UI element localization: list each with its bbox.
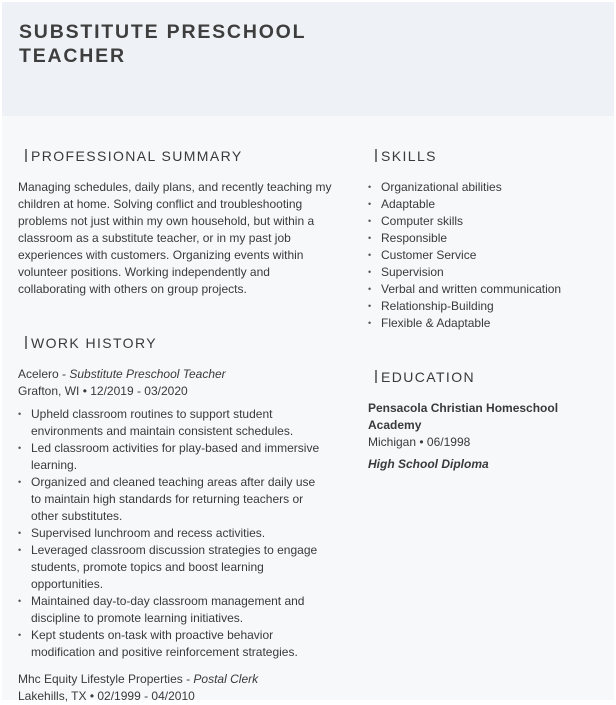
candidate-title: SUBSTITUTE PRESCHOOL TEACHER — [19, 21, 306, 67]
meta-separator: • — [82, 384, 87, 398]
skill-item: • Supervision — [368, 264, 598, 281]
skill-item: • Verbal and written communication — [368, 281, 598, 298]
skill-item: • Computer skills — [368, 213, 598, 230]
job-title-line — [18, 671, 258, 688]
education-location: Michigan — [368, 435, 417, 449]
job-location: Lakehills, TX — [18, 689, 87, 703]
institution-name: Pensacola Christian Homeschool Academy — [368, 401, 559, 432]
skill-item: • Adaptable — [368, 196, 598, 213]
list-item: • Maintained day-to-day classroom management and discipline to promote learning initiatives. — [18, 593, 323, 627]
skill-item: • Organizational abilities — [368, 179, 598, 196]
skills-list — [368, 179, 598, 332]
summary-text: Managing schedules, daily plans, and recently teaching my children at home. Solving conflict and troubleshooting problems not just within my own household, but within a classroom as a substitute teacher, or in my past job experiences with customers. Organizing events within volunteer positions. Working independently and collaborating with others on group projects. — [18, 180, 332, 296]
title-separator: - — [58, 367, 70, 381]
skill-item: • Flexible & Adaptable — [368, 315, 598, 332]
list-item: • Kept students on-task with proactive behavior modification and positive reinforcement strategies. — [18, 627, 323, 661]
skill-item: • Relationship-Building — [368, 298, 598, 315]
employer-name: Mhc Equity Lifestyle Properties — [18, 672, 183, 686]
skills-heading: SKILLS — [375, 148, 437, 164]
list-item: • Organized and cleaned teaching areas after daily use to maintain high standards for returning teachers or other substitutes. — [18, 474, 323, 525]
list-item: • Upheld classroom routines to support student environments and maintain consistent schedules. — [18, 406, 323, 440]
job-role: Postal Clerk — [193, 672, 259, 686]
skill-item: • Responsible — [368, 230, 598, 247]
job-meta — [18, 383, 188, 400]
job-dates: 02/1999 - 04/2010 — [97, 689, 195, 703]
list-item: • Led classroom activities for play-based and immersive learning. — [18, 440, 323, 474]
list-item: • Supervised lunchroom and recess activities. — [18, 525, 323, 542]
job-title-line — [18, 366, 226, 383]
skill-item: • Customer Service — [368, 247, 598, 264]
list-item: • Leveraged classroom discussion strategies to engage students, promote topics and boost learning opportunities. — [18, 542, 323, 593]
job-dates: 12/2019 - 03/2020 — [90, 384, 188, 398]
job-bullets — [18, 406, 323, 661]
resume-header — [2, 2, 614, 116]
degree-name: High School Diploma — [368, 457, 489, 471]
education-heading: EDUCATION — [375, 369, 475, 385]
education-date: 06/1998 — [426, 435, 471, 449]
title-separator: - — [182, 672, 194, 686]
job-meta — [18, 688, 195, 705]
education-meta — [368, 434, 470, 451]
meta-separator: • — [89, 689, 95, 703]
work-history-heading: WORK HISTORY — [25, 335, 157, 351]
job-role: Substitute Preschool Teacher — [69, 367, 226, 381]
employer-name: Acelero — [18, 367, 59, 381]
job-location: Grafton, WI — [18, 384, 80, 398]
meta-separator: • — [419, 435, 424, 449]
summary-heading: PROFESSIONAL SUMMARY — [25, 148, 243, 164]
